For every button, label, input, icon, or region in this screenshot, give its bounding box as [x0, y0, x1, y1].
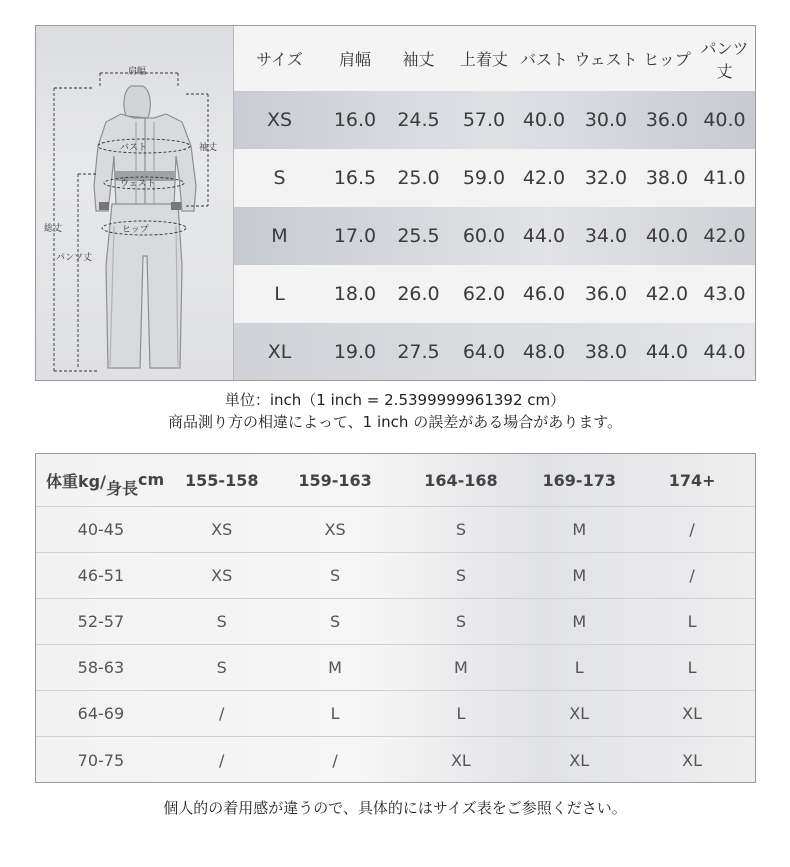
recommended-size: L [330, 704, 340, 723]
recommended-size: XL [682, 704, 703, 723]
recommended-size: / [689, 520, 695, 539]
size-cell: S [273, 167, 286, 189]
label-shoulder: 肩幅 [128, 67, 147, 77]
height-range-header: 169-173 [542, 470, 616, 490]
recommended-size: XL [682, 750, 703, 770]
size-cell: 42.0 [703, 225, 746, 247]
size-cell: 42.0 [645, 283, 689, 305]
size-chart-panel [35, 25, 756, 381]
recommended-size: M [572, 612, 587, 631]
size-cell: 60.0 [462, 225, 506, 247]
header-bust: バスト [519, 50, 568, 69]
weight-range: 70-75 [77, 750, 125, 770]
recommended-size: M [328, 658, 342, 677]
size-cell: 17.0 [333, 225, 377, 247]
size-cell: 32.0 [584, 167, 628, 189]
size-cell: 57.0 [462, 109, 506, 131]
unit-note: 単位：inch（1 inch = 2.5399999961392 cm） [224, 391, 566, 409]
size-table [234, 26, 755, 381]
error-note: 商品測り方の相違によって、1 inch の誤差がある場合があります。 [167, 413, 622, 431]
recommendation-row [36, 737, 755, 783]
size-cell: 38.0 [584, 341, 628, 363]
recommended-size: S [216, 612, 227, 631]
header-jacket-length: 上着丈 [459, 50, 508, 69]
recommended-size: M [454, 658, 468, 677]
header-hip: ヒップ [643, 50, 691, 69]
recommendation-row [36, 507, 755, 553]
garment-diagram [36, 26, 234, 380]
weight-range: 40-45 [77, 520, 125, 539]
size-cell: 59.0 [462, 167, 506, 189]
weight-range: 64-69 [77, 704, 125, 723]
recommended-size: / [219, 704, 225, 723]
recommended-size: XS [211, 566, 233, 585]
size-table-header [234, 26, 755, 91]
size-recommendation-table [35, 453, 756, 783]
size-cell: 43.0 [703, 283, 746, 305]
recommended-size: S [216, 658, 227, 677]
header-shoulder: 肩幅 [338, 50, 371, 69]
corner-height: 身長 [105, 478, 138, 498]
recommended-size: L [574, 658, 584, 677]
measurement-figure [36, 26, 234, 380]
size-cell: 41.0 [703, 167, 746, 189]
size-row [234, 323, 755, 381]
size-cell: 64.0 [462, 341, 506, 363]
size-cell: XS [266, 109, 293, 131]
height-range-header: 174+ [668, 470, 716, 490]
size-cell: L [274, 283, 285, 305]
height-range-header: 159-163 [298, 470, 372, 490]
recommendation-row [36, 645, 755, 691]
size-row [234, 149, 755, 207]
recommended-size: / [689, 566, 695, 585]
weight-range: 58-63 [77, 658, 125, 677]
recommendation-row [36, 553, 755, 599]
size-cell: 24.5 [397, 109, 440, 131]
weight-height-corner [36, 469, 166, 498]
recommendation-row [36, 599, 755, 645]
recommended-size: M [572, 566, 587, 585]
recommended-size: S [455, 520, 466, 539]
recommended-size: XS [324, 520, 346, 539]
size-cell: M [271, 225, 288, 247]
recommendation-header [36, 454, 755, 507]
label-waist: ウェスト [120, 179, 156, 189]
label-pants-length: パンツ丈 [56, 253, 93, 263]
cuff-left [99, 202, 109, 210]
size-cell: 34.0 [584, 225, 628, 247]
size-cell: 36.0 [584, 283, 628, 305]
header-waist: ウェスト [574, 50, 638, 69]
size-cell: 48.0 [522, 341, 566, 363]
size-cell: 16.5 [333, 167, 377, 189]
weight-range: 46-51 [77, 566, 125, 585]
cuff-right [171, 202, 181, 210]
recommended-size: / [219, 750, 225, 770]
recommended-size: L [687, 612, 697, 631]
size-row [234, 207, 755, 265]
size-cell: 25.0 [397, 167, 440, 189]
label-sleeve: 袖丈 [199, 143, 218, 153]
recommended-size: S [330, 612, 341, 631]
size-cell: 18.0 [333, 283, 377, 305]
recommendation-row [36, 691, 755, 737]
size-row [234, 91, 755, 149]
label-hip: ヒップ [122, 225, 149, 235]
height-range-header: 164-168 [424, 470, 498, 490]
size-cell: 26.0 [397, 283, 440, 305]
size-row [234, 265, 755, 323]
recommended-size: S [330, 566, 341, 585]
recommended-size: XL [569, 750, 590, 770]
header-sleeve: 袖丈 [402, 50, 435, 69]
size-cell: 42.0 [522, 167, 566, 189]
corner-weight: 体重kg/ [46, 471, 106, 491]
size-cell: 44.0 [645, 341, 689, 363]
size-cell: 27.5 [397, 341, 440, 363]
header-size: サイズ [256, 50, 303, 69]
fit-disclaimer: 個人的の着用感が違うので、具体的にはサイズ表をご参照ください。 [163, 799, 627, 817]
size-cell: XL [267, 341, 292, 363]
recommended-size: XS [211, 520, 233, 539]
size-cell: 25.5 [397, 225, 440, 247]
height-range-header: 155-158 [185, 470, 259, 490]
recommended-size: XL [569, 704, 590, 723]
size-cell: 40.0 [645, 225, 689, 247]
recommended-size: S [455, 612, 466, 631]
size-cell: 19.0 [333, 341, 377, 363]
size-cell: 44.0 [522, 225, 566, 247]
corner-unit: cm [137, 469, 165, 489]
label-total-length: 総丈 [44, 224, 63, 234]
size-cell: 36.0 [645, 109, 689, 131]
recommended-size: XL [450, 750, 471, 770]
size-cell: 44.0 [703, 341, 746, 363]
size-cell: 40.0 [703, 109, 746, 131]
weight-range: 52-57 [77, 612, 125, 631]
recommended-size: L [456, 704, 466, 723]
size-cell: 62.0 [462, 283, 506, 305]
recommended-size: S [455, 566, 466, 585]
size-cell: 46.0 [522, 283, 566, 305]
size-cell: 38.0 [645, 167, 689, 189]
size-cell: 30.0 [584, 109, 628, 131]
recommended-size: L [687, 658, 697, 677]
header-pants-length: パンツ丈 [700, 38, 749, 81]
size-cell: 16.0 [333, 109, 377, 131]
size-cell: 40.0 [522, 109, 566, 131]
recommended-size: / [332, 750, 338, 770]
recommended-size: M [572, 520, 587, 539]
label-bust: バスト [120, 143, 148, 153]
